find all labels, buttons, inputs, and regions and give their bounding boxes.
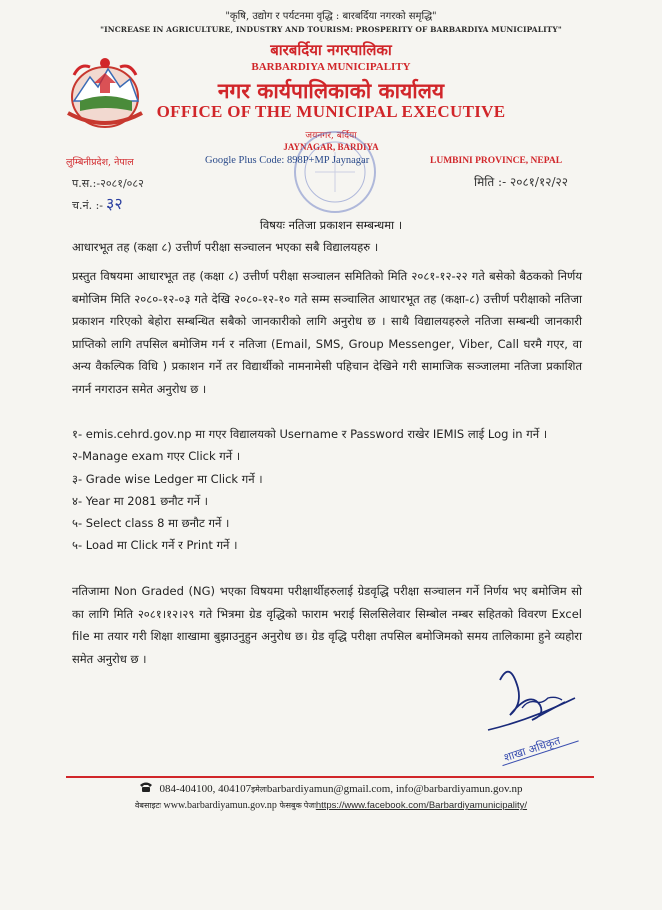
nepal-emblem-logo	[60, 53, 150, 133]
address-english: JAYNAGAR, BARDIYA	[283, 142, 379, 152]
signature-and-stamp	[470, 660, 590, 770]
footer-divider	[66, 776, 594, 778]
list-item: ५- Load मा Click गर्ने र Print गर्ने ।	[72, 538, 238, 553]
letter-number: प.स.:-२०८१/०८२	[72, 177, 144, 190]
dispatch-number-label: च.नं. :-	[72, 199, 104, 212]
province-english: LUMBINI PROVINCE, NEPAL	[430, 156, 563, 166]
telephone-icon	[139, 781, 153, 793]
list-item: १- emis.cehrd.gov.np मा गएर विद्यालयको Username र Password राखेर IEMIS लाई Log in गर्ने ।	[72, 427, 548, 441]
address-nepali: जयनगर, बर्दिया	[305, 131, 357, 141]
slogan-english: "INCREASE IN AGRICULTURE, INDUSTRY AND TOURISM: PROSPERITY OF BARBARDIYA MUNICIPALITY"	[100, 25, 562, 34]
letter-subject: विषयः नतिजा प्रकाशन सम्बन्धमा ।	[259, 218, 403, 232]
list-item: ५- Select class 8 मा छनौट गर्ने ।	[72, 516, 230, 531]
addressee: आधारभूत तह (कक्षा ८) उत्तीर्ण परीक्षा सञ्चालन भएका सबै विद्यालयहरु ।	[72, 240, 379, 254]
province-nepali: लुम्बिनीप्रदेश, नेपाल	[66, 157, 134, 168]
steps-list	[72, 423, 582, 557]
list-item: ३- Grade wise Ledger मा Click गर्ने ।	[72, 471, 263, 486]
footer-facebook-link[interactable]: https://www.facebook.com/Barbardiyamunicipality/	[315, 800, 528, 811]
dispatch-number-value: ३२	[106, 194, 123, 213]
footer-web	[0, 800, 662, 811]
letter-date: मिति :- २०८१/१२/२२	[474, 175, 568, 189]
footer-website-label: वेबसाइटः	[134, 801, 162, 810]
office-name-english: OFFICE OF THE MUNICIPAL EXECUTIVE	[156, 102, 506, 121]
municipality-name-english: BARBARDIYA MUNICIPALITY	[251, 61, 411, 73]
google-plus-code: Google Plus Code: 898P+MP Jaynagar	[205, 155, 370, 166]
footer-facebook-label: फेसबुक पेजः	[279, 801, 316, 810]
office-seal-stamp	[285, 122, 385, 222]
office-name-nepali: नगर कार्यपालिकाको कार्यालय	[217, 78, 445, 103]
municipality-name-nepali: बारबर्दिया नगरपालिका	[270, 41, 392, 59]
officer-stamp-text: शाखा अधिकृत	[502, 733, 562, 765]
list-item: २-Manage exam गएर Click गर्ने ।	[72, 449, 241, 464]
footer-phone: 084-404100, 404107	[159, 783, 252, 795]
footer-contact	[0, 781, 662, 795]
body-paragraph-main: प्रस्तुत विषयमा आधारभूत तह (कक्षा ८) उत्तीर्ण परीक्षा सञ्चालन समितिको मिति २०८१-१२-२२ गते बसेको बैठकको निर्णय बमोजिम मिति २०८०-१२-०३ गते देखि २०८०-१२-१० गते सम्म सञ्चालित आधारभूत तह (कक्षा-८) उत्तीर्ण परीक्षाको नतिजा प्रकाशन गरिएको बेहोरा सम्बन्धित सबैको जानकारीको लागि अनुरोध छ । साथै विद्यालयहरुले नतिजा सम्बन्धी जानकारी प्राप्तिको लागि तपसिल बमोजिम गर्न र नतिजा (Email, SMS, Group Messenger, Viber, Call घरमै गएर, वा अन्य वैकल्पिक विधि ) प्रकाशन गर्ने तर विद्यार्थीको नामनामेसी पहिचान देखिने गरी सामाजिक सञ्जालमा नतिजा प्रकाशित नगर्न नगराउन समेत अनुरोध छ ।	[72, 269, 582, 396]
footer-website-link[interactable]: www.barbardiyamun.gov.np	[163, 800, 277, 811]
footer-email-label: इमेलः	[251, 785, 267, 794]
body-paragraph-non-graded: नतिजामा Non Graded (NG) भएका विषयमा परीक्षार्थीहरुलाई ग्रेडवृद्धि परीक्षा सञ्चालन गर्ने निर्णय भए बमोजिम सो का लागि मिति २०८१।१२।२९ गते भित्रमा ग्रेड वृद्धिको फाराम भराई सिलसिलेवार सिम्बोल नम्बर सहितको विवरण Excel file मा तयार गरी शिक्षा शाखामा बुझाउनुहुन अनुरोध छ। ग्रेड वृद्धि परीक्षा तपसिल बमोजिमको समय तालिकामा हुने व्यहोरा समेत अनुरोध छ ।	[72, 584, 582, 666]
slogan-nepali: "कृषि, उद्योग र पर्यटनमा वृद्धि : बारबर्दिया नगरको समृद्धि"	[225, 11, 437, 22]
footer-emails[interactable]: barbardiyamun@gmail.com, info@barbardiyamun.gov.np	[266, 783, 523, 795]
list-item: ४- Year मा 2081 छनौट गर्ने ।	[72, 493, 208, 508]
